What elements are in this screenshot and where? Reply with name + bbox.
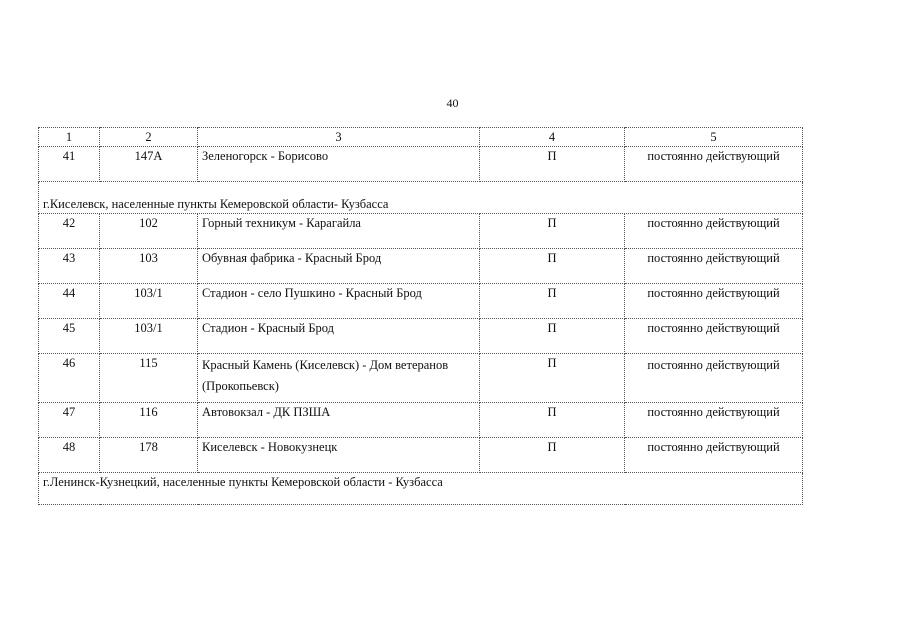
page-number: 40 <box>446 96 459 110</box>
route-mode: постоянно действующий <box>625 249 803 284</box>
route-number: 147А <box>100 147 198 182</box>
route-number: 103/1 <box>100 319 198 354</box>
route-type: П <box>480 147 625 182</box>
route-type: П <box>480 403 625 438</box>
route-name: Красный Камень (Киселевск) - Дом ветеранов (Прокопьевск) <box>198 354 480 403</box>
route-name: Горный техникум - Карагайла <box>198 214 480 249</box>
table-header-row <box>39 128 803 147</box>
column-header-2: 2 <box>100 128 198 147</box>
route-mode: постоянно действующий <box>625 438 803 473</box>
table-row <box>39 403 803 438</box>
row-number: 46 <box>39 354 100 403</box>
route-mode: постоянно действующий <box>625 147 803 182</box>
route-name: Автовокзал - ДК ПЗША <box>198 403 480 438</box>
table-row <box>39 354 803 403</box>
route-mode: постоянно действующий <box>625 403 803 438</box>
row-number: 44 <box>39 284 100 319</box>
route-number: 116 <box>100 403 198 438</box>
route-type: П <box>480 354 625 403</box>
row-number: 42 <box>39 214 100 249</box>
row-number: 45 <box>39 319 100 354</box>
table-row <box>39 284 803 319</box>
section-header-row <box>39 182 803 214</box>
route-number: 115 <box>100 354 198 403</box>
row-number: 48 <box>39 438 100 473</box>
column-header-4: 4 <box>480 128 625 147</box>
column-header-3: 3 <box>198 128 480 147</box>
route-name: Стадион - село Пушкино - Красный Брод <box>198 284 480 319</box>
section-title-leninsk: г.Ленинск-Кузнецкий, населенные пункты Кемеровской области - Кузбасса <box>39 473 803 505</box>
route-number: 103/1 <box>100 284 198 319</box>
table-row <box>39 214 803 249</box>
table-row <box>39 147 803 182</box>
route-number: 103 <box>100 249 198 284</box>
route-name: Обувная фабрика - Красный Брод <box>198 249 480 284</box>
route-mode: постоянно действующий <box>625 284 803 319</box>
route-name: Киселевск - Новокузнецк <box>198 438 480 473</box>
route-mode: постоянно действующий <box>625 214 803 249</box>
route-number: 178 <box>100 438 198 473</box>
row-number: 43 <box>39 249 100 284</box>
route-type: П <box>480 438 625 473</box>
route-type: П <box>480 284 625 319</box>
row-number: 47 <box>39 403 100 438</box>
routes-table <box>38 127 803 505</box>
section-header-row <box>39 473 803 505</box>
route-mode: постоянно действующий <box>625 319 803 354</box>
route-type: П <box>480 249 625 284</box>
column-header-1: 1 <box>39 128 100 147</box>
table-row <box>39 319 803 354</box>
route-name: Стадион - Красный Брод <box>198 319 480 354</box>
section-title-kiselevsk: г.Киселевск, населенные пункты Кемеровской области- Кузбасса <box>39 182 803 214</box>
table-row <box>39 438 803 473</box>
route-type: П <box>480 214 625 249</box>
row-number: 41 <box>39 147 100 182</box>
route-name: Зеленогорск - Борисово <box>198 147 480 182</box>
column-header-5: 5 <box>625 128 803 147</box>
route-number: 102 <box>100 214 198 249</box>
route-type: П <box>480 319 625 354</box>
table-row <box>39 249 803 284</box>
route-mode: постоянно действующий <box>625 354 803 403</box>
